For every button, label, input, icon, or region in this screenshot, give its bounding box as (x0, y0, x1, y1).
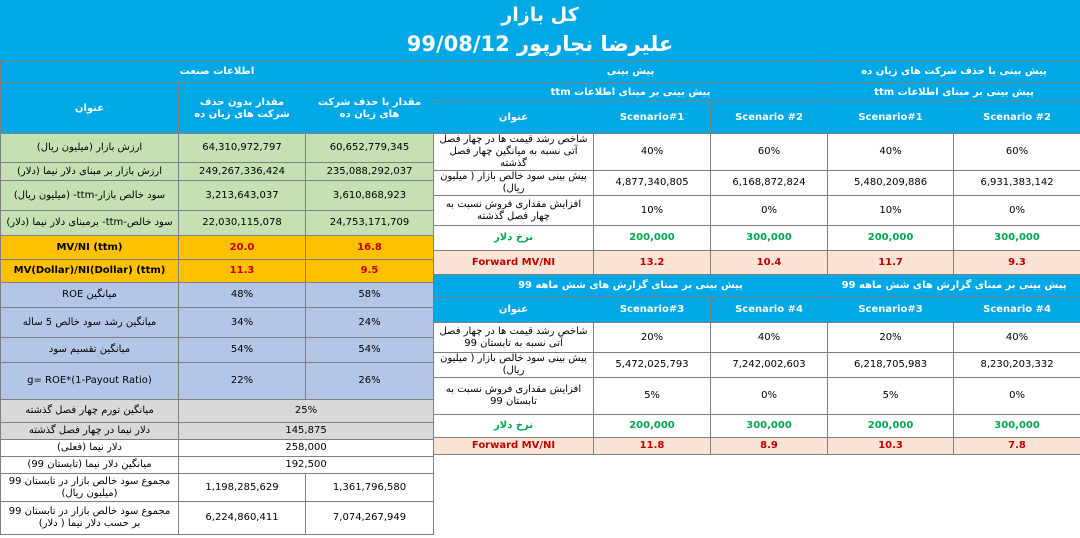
table-row: میانگین ROE 48% 58% (1, 283, 434, 308)
table-row: دلار نیما در چهار فصل گذشته 145,875 (1, 423, 434, 440)
forward-mvni-row: Forward MV/NI 13.2 10.4 11.7 9.3 (434, 251, 1080, 275)
col-scenario-2: Scenario #2 (711, 102, 828, 134)
col-scenario-3-removed: Scenario#3 (828, 298, 954, 323)
left-col-without: مقدار بدون حذف شرکت های زیان ده (179, 84, 306, 134)
table-row: پیش بینی سود خالص بازار ( میلیون ریال) 5,472,025,793 7,242,002,603 6,218,705,983 8,230,203,332 (434, 353, 1080, 378)
forecast-table (433, 60, 1080, 455)
mvni-row: MV/NI (ttm) 20.0 16.8 (1, 236, 434, 260)
ttm-subtitle-right: پیش بینی بر مبنای اطلاعات ttm (828, 84, 1080, 102)
table-row: ارزش بازار (میلیون ریال) 64,310,972,797 60,652,779,345 (1, 134, 434, 163)
table-row: مجموع سود خالص بازار در تابستان 99 بر حسب دلار نیما ( دلار) 6,224,860,411 7,074,267,949 (1, 502, 434, 535)
forecast-title: پیش بینی (434, 61, 828, 84)
forecast-col-title-2: عنوان (434, 298, 594, 323)
table-row: دلار نیما (فعلی) 258,000 (1, 440, 434, 457)
page-title: کل بازار (501, 4, 579, 26)
table-row: میانگین دلار نیما (تابستان 99) 192,500 (1, 457, 434, 474)
page-subtitle: علیرضا نجارپور 99/08/12 (406, 32, 674, 56)
left-col-with: مقدار با حذف شرکت های زیان ده (306, 84, 434, 134)
table-row: سود خالص بازار-ttm- (میلیون ریال) 3,213,643,037 3,610,868,923 (1, 181, 434, 211)
col-scenario-4: Scenario #4 (711, 298, 828, 323)
ttm-subtitle-left: پیش بینی بر مبنای اطلاعات ttm (434, 84, 828, 102)
table-row: افزایش مقداری فروش نسبت به تابستان 99 5% 0% 5% 0% (434, 378, 1080, 415)
col-scenario-2-removed: Scenario #2 (954, 102, 1080, 134)
forecast-removed-title: پیش بینی با حذف شرکت های زیان ده (828, 61, 1080, 84)
dollar-rate-row-2: نرخ دلار 200,000 300,000 200,000 300,000 (434, 415, 1080, 438)
table-row: ارزش بازار بر مبنای دلار نیما (دلار) 249,267,336,424 235,088,292,037 (1, 163, 434, 181)
left-col-title: عنوان (1, 84, 179, 134)
six-month-subtitle-right: پیش بینی بر مبنای گزارش های شش ماهه 99 (828, 275, 1080, 298)
table-row: میانگین رشد سود خالص 5 ساله 34% 24% (1, 308, 434, 338)
col-scenario-3: Scenario#3 (594, 298, 711, 323)
six-month-subtitle-left: پیش بینی بر مبنای گزارش های شش ماهه 99 (434, 275, 828, 298)
table-row: شاخص رشد قیمت ها در چهار فصل آتی نسبه به میانگین چهار فصل گذشته 40% 60% 40% 60% (434, 134, 1080, 171)
forward-mvni-row-2: Forward MV/NI 11.8 8.9 10.3 7.8 (434, 438, 1080, 455)
table-row: میانگین تقسیم سود 54% 54% (1, 338, 434, 363)
table-row: شاخص رشد قیمت ها در چهار فصل آتی نسبه به تابستان 99 20% 40% 20% 40% (434, 323, 1080, 353)
industry-section-title: اطلاعات صنعت (1, 61, 434, 84)
col-scenario-4-removed: Scenario #4 (954, 298, 1080, 323)
col-scenario-1: Scenario#1 (594, 102, 711, 134)
table-row: مجموع سود خالص بازار در تابستان 99 (میلیون ریال) 1,198,285,629 1,361,796,580 (1, 474, 434, 502)
table-row: سود خالص-ttm- برمبنای دلار نیما (دلار) 22,030,115,078 24,753,171,709 (1, 211, 434, 236)
col-scenario-1-removed: Scenario#1 (828, 102, 954, 134)
header-banner (0, 0, 1080, 60)
table-row: g= ROE*(1-Payout Ratio) 22% 26% (1, 363, 434, 400)
table-row: پیش بینی سود خالص بازار ( میلیون ریال) 4,877,340,805 6,168,872,824 5,480,209,886 6,931,383,142 (434, 171, 1080, 196)
table-row: میانگین تورم چهار فصل گذشته 25% (1, 400, 434, 423)
table-row: افزایش مقداری فروش نسبت به چهار فصل گذشته 10% 0% 10% 0% (434, 196, 1080, 226)
forecast-col-title: عنوان (434, 102, 594, 134)
mvni-dollar-row: MV(Dollar)/NI(Dollar) (ttm) 11.3 9.5 (1, 260, 434, 283)
industry-info-table (0, 60, 434, 535)
dollar-rate-row: نرخ دلار 200,000 300,000 200,000 300,000 (434, 226, 1080, 251)
